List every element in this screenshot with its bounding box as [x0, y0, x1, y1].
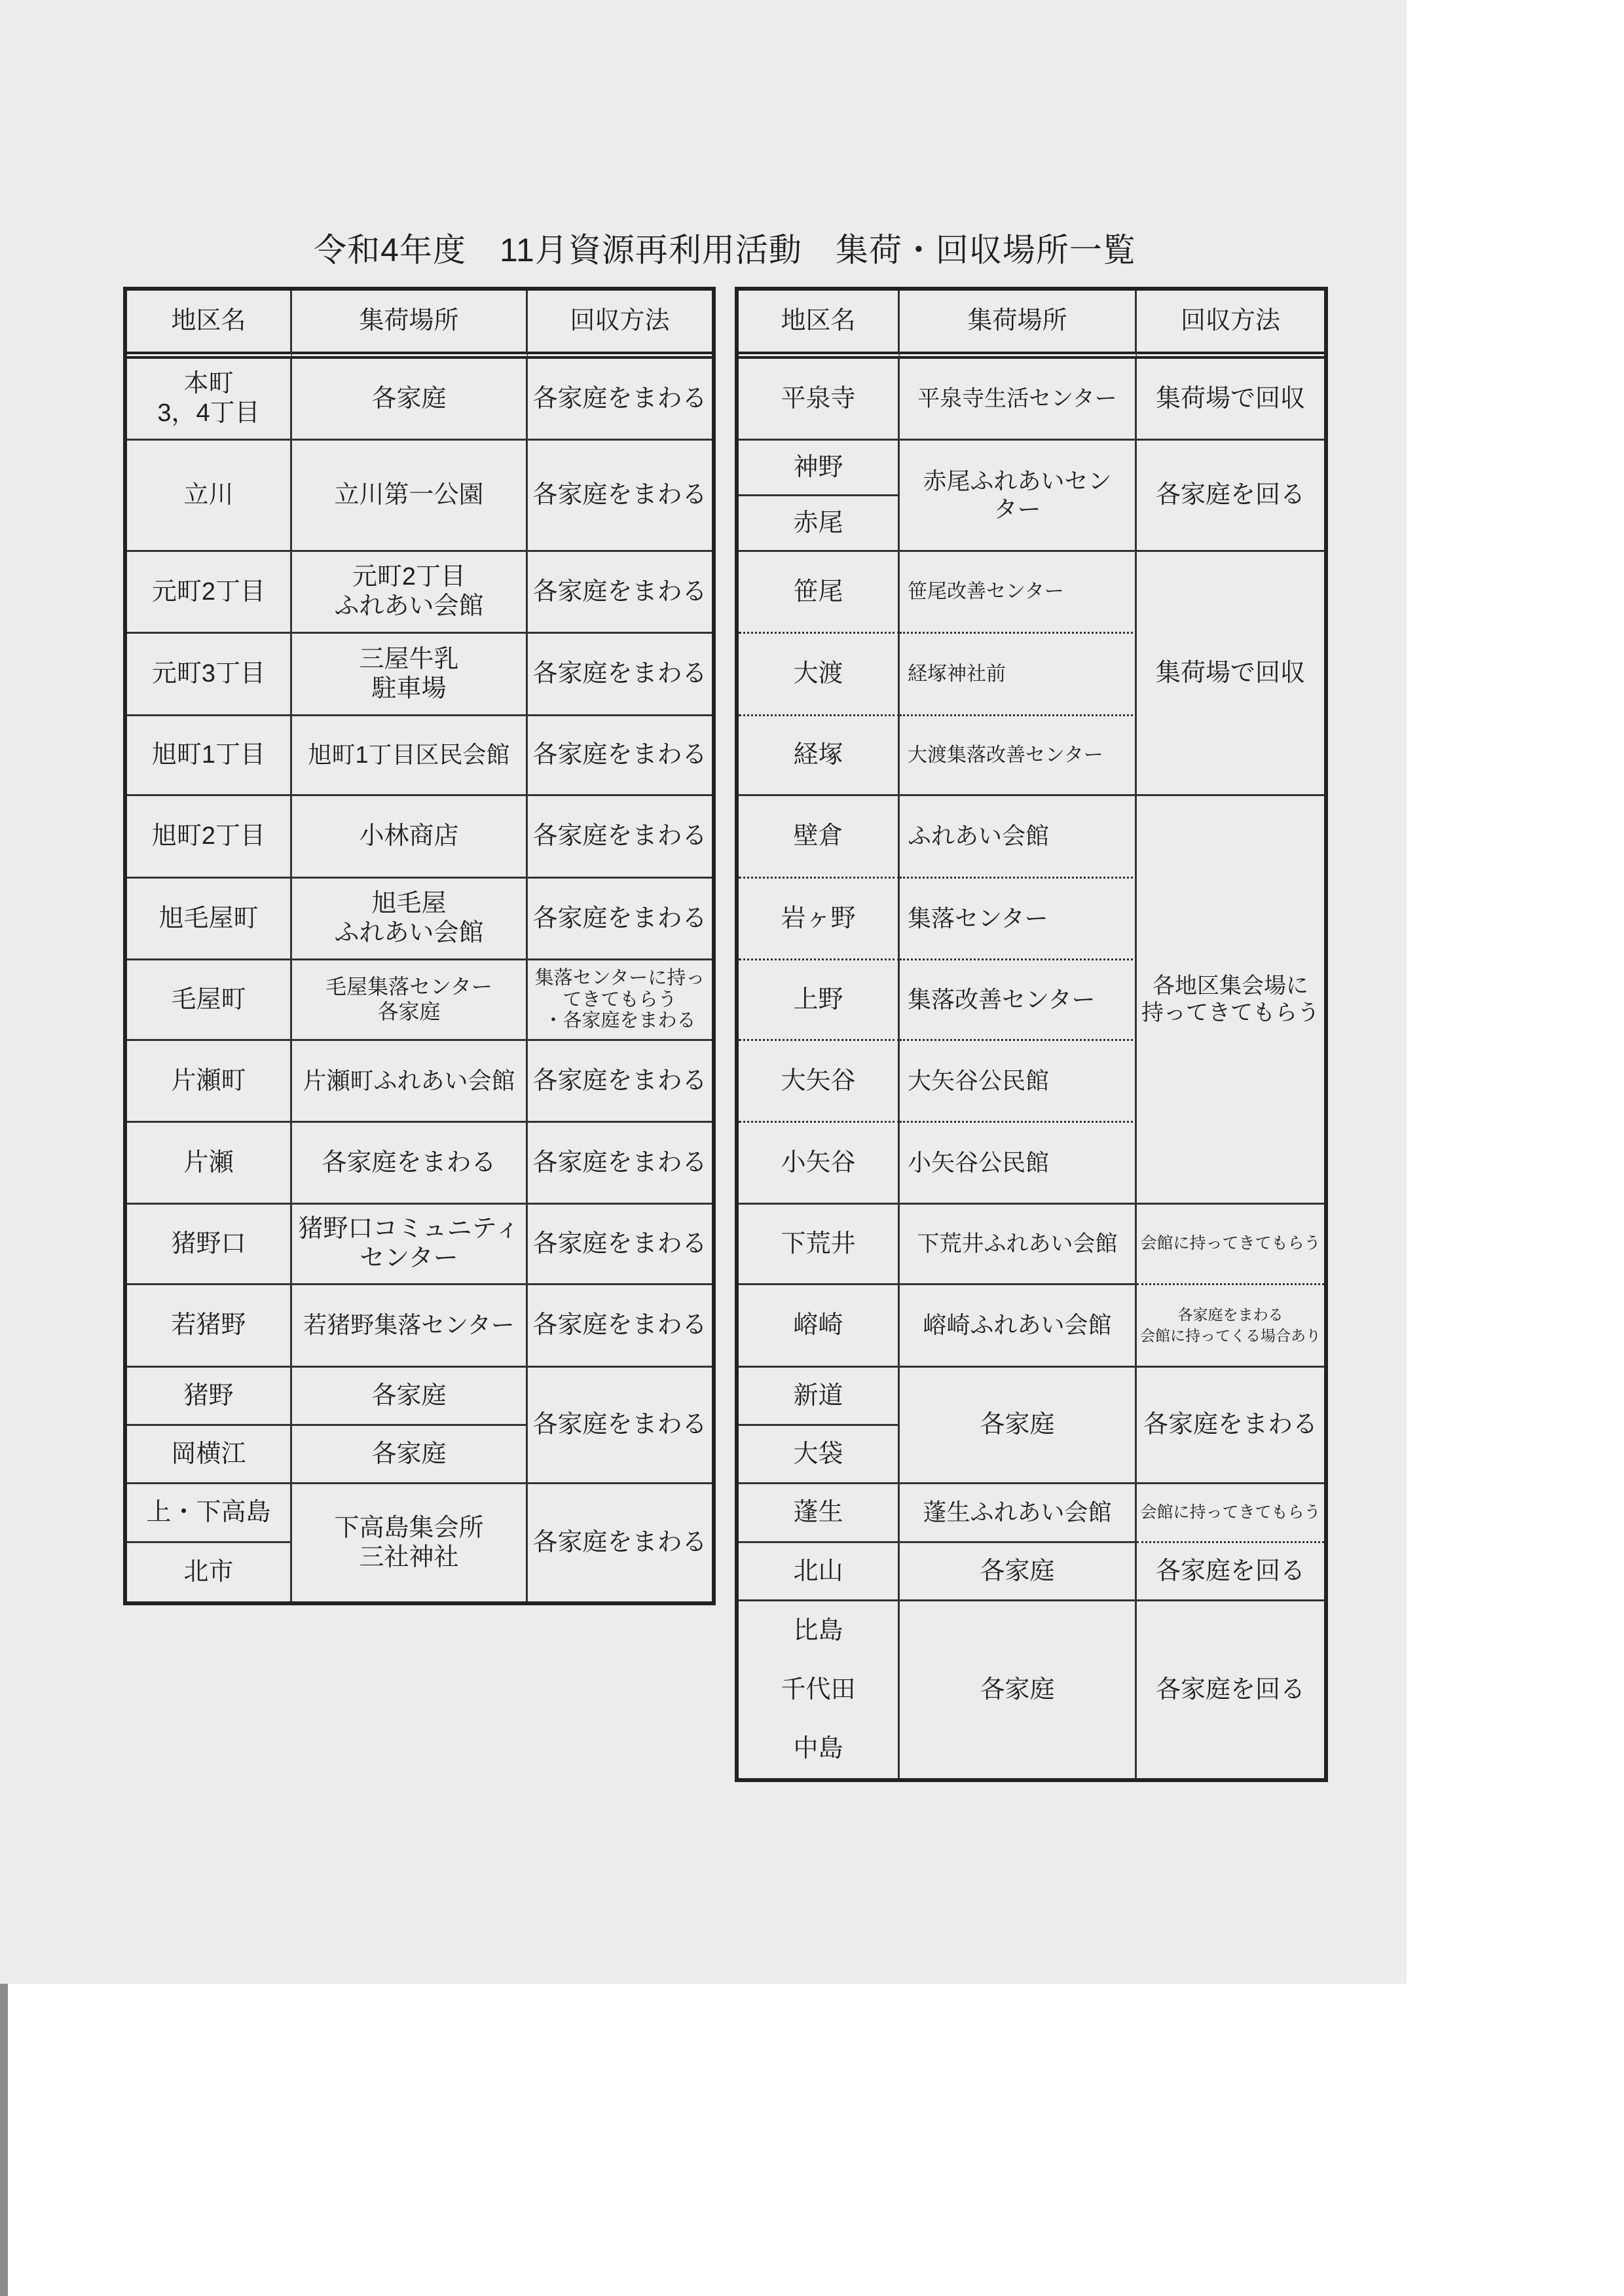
method-cell: 集荷場で回収	[1137, 359, 1324, 441]
place-cell: 旭毛屋 ふれあい会館	[292, 879, 528, 960]
method-cell: 各家庭をまわる	[532, 1529, 707, 1557]
place-cell: 経塚神社前	[900, 634, 1137, 716]
table-row	[127, 552, 712, 634]
district-cell: 片瀬	[127, 1123, 292, 1205]
method-cell: 各家庭をまわる	[1137, 1368, 1324, 1484]
method-cell: 各家庭をまわる	[528, 879, 712, 960]
table-header-row	[127, 291, 712, 359]
method-cell: 各家庭をまわる	[528, 552, 712, 634]
table-row	[739, 441, 1324, 496]
district-cell: 旭町2丁目	[127, 796, 292, 879]
district-cell: 片瀬町	[127, 1041, 292, 1123]
table-row	[739, 1543, 1324, 1601]
right-collection-table	[735, 287, 1328, 1782]
header-collection-place: 集荷場所	[900, 291, 1137, 359]
header-collection-method: 回収方法	[1137, 291, 1324, 359]
method-cell: 各家庭をまわる	[528, 634, 712, 716]
place-cell: 各家庭	[900, 1543, 1137, 1601]
place-cell: 元町2丁目 ふれあい会館	[292, 552, 528, 634]
district-cell: 笹尾	[739, 552, 900, 634]
district-cell: 北市	[127, 1543, 292, 1601]
method-cell: 各家庭をまわる	[528, 1285, 712, 1368]
district-cell: 千代田	[739, 1660, 900, 1719]
table-row	[127, 1484, 712, 1543]
method-cell: 各家庭をまわる	[528, 716, 712, 796]
place-cell: 各家庭をまわる	[292, 1123, 528, 1205]
district-cell: 平泉寺	[739, 359, 900, 441]
district-cell: 岡横江	[127, 1426, 292, 1484]
district-cell: 上・下高島	[127, 1484, 292, 1543]
place-cell: 集落センター	[900, 879, 1137, 960]
place-cell: 立川第一公園	[292, 441, 528, 552]
table-row	[739, 359, 1324, 441]
place-cell: 旭町1丁目区民会館	[292, 716, 528, 796]
place-cell: 下高島集会所 三社神社	[292, 1484, 528, 1601]
table-header-row	[739, 291, 1324, 359]
district-cell: 大袋	[739, 1426, 900, 1484]
method-cell: 各家庭をまわる	[528, 1123, 712, 1205]
place-cell: 片瀬町ふれあい会館	[292, 1041, 528, 1123]
district-cell: 大渡	[739, 634, 900, 716]
place-cell: 小矢谷公民館	[900, 1123, 1137, 1205]
table-row	[739, 796, 1324, 879]
district-cell: 元町3丁目	[127, 634, 292, 716]
district-cell: 下荒井	[739, 1205, 900, 1285]
header-district: 地区名	[739, 291, 900, 359]
place-cell: 大矢谷公民館	[900, 1041, 1137, 1123]
left-collection-table	[123, 287, 716, 1605]
table-row	[739, 1484, 1324, 1543]
table-row	[127, 1205, 712, 1285]
scanner-edge-strip	[0, 1984, 8, 2296]
table-row	[127, 1123, 712, 1205]
district-cell: 旭毛屋町	[127, 879, 292, 960]
district-cell: 本町 3，4丁目	[127, 359, 292, 441]
place-cell: 各家庭	[292, 1426, 528, 1484]
place-cell: 毛屋集落センター 各家庭	[292, 960, 528, 1041]
district-cell: 立川	[127, 441, 292, 552]
district-cell: 神野	[739, 441, 900, 496]
table-row	[739, 1285, 1324, 1368]
table-row	[127, 960, 712, 1041]
district-cell: 岩ヶ野	[739, 879, 900, 960]
header-collection-place: 集荷場所	[292, 291, 528, 359]
district-cell: 北山	[739, 1543, 900, 1601]
table-row	[127, 1285, 712, 1368]
method-cell: 各家庭を回る	[1155, 1675, 1305, 1704]
district-cell: 毛屋町	[127, 960, 292, 1041]
place-cell: 各家庭	[900, 1368, 1137, 1484]
method-cell: 各家庭をまわる	[528, 441, 712, 552]
place-cell: 各家庭	[900, 1601, 1137, 1778]
table-row	[127, 441, 712, 552]
table-row	[739, 552, 1324, 634]
method-cell: 各家庭をまわる	[528, 796, 712, 879]
place-cell: 各家庭	[292, 359, 528, 441]
table-row	[127, 1368, 712, 1426]
place-cell: 平泉寺生活センター	[900, 359, 1137, 441]
header-collection-method: 回収方法	[528, 291, 712, 359]
table-row	[739, 1205, 1324, 1285]
place-cell: 猪野口コミュニティ センター	[292, 1205, 528, 1285]
method-cell: 各地区集会場に 持ってきてもらう	[1137, 796, 1324, 1205]
place-cell: 三屋牛乳 駐車場	[292, 634, 528, 716]
district-cell: 中島	[739, 1719, 900, 1778]
method-cell: 集荷場で回収	[1137, 552, 1324, 796]
district-cell: 旭町1丁目	[127, 716, 292, 796]
district-cell: 元町2丁目	[127, 552, 292, 634]
table-row	[127, 634, 712, 716]
method-cell: 各家庭をまわる	[528, 1041, 712, 1123]
table-row	[127, 879, 712, 960]
place-cell: 若猪野集落センター	[292, 1285, 528, 1368]
method-cell: 各家庭をまわる	[528, 359, 712, 441]
place-cell: 集落改善センター	[900, 960, 1137, 1041]
place-cell: 赤尾ふれあいセン ター	[900, 441, 1137, 552]
district-cell: 蓬生	[739, 1484, 900, 1543]
place-cell: ふれあい会館	[900, 796, 1137, 879]
district-cell: 若猪野	[127, 1285, 292, 1368]
method-cell: 会館に持ってきてもらう	[1137, 1205, 1324, 1285]
method-cell: 各家庭をまわる 会館に持ってくる場合あり	[1137, 1285, 1324, 1368]
table-row	[739, 1601, 1324, 1660]
table-row	[127, 359, 712, 441]
method-cell: 集落センターに持っ てきてもらう ・各家庭をまわる	[528, 960, 712, 1041]
district-cell: 比島	[739, 1601, 900, 1660]
district-cell: 赤尾	[739, 496, 900, 552]
table-row	[739, 1368, 1324, 1426]
district-cell: 猪野口	[127, 1205, 292, 1285]
header-district: 地区名	[127, 291, 292, 359]
place-cell: 大渡集落改善センター	[900, 716, 1137, 796]
place-cell: 蓬生ふれあい会館	[900, 1484, 1137, 1543]
district-cell: 小矢谷	[739, 1123, 900, 1205]
place-cell: 嵱崎ふれあい会館	[900, 1285, 1137, 1368]
method-cell: 会館に持ってきてもらう	[1137, 1484, 1324, 1543]
method-cell: 各家庭をまわる	[528, 1205, 712, 1285]
district-cell: 経塚	[739, 716, 900, 796]
place-cell: 小林商店	[292, 796, 528, 879]
place-cell: 笹尾改善センター	[900, 552, 1137, 634]
place-cell: 下荒井ふれあい会館	[900, 1205, 1137, 1285]
table-row	[127, 796, 712, 879]
district-cell: 猪野	[127, 1368, 292, 1426]
method-cell: 各家庭を回る	[1137, 1543, 1324, 1601]
table-row	[127, 716, 712, 796]
district-cell: 壁倉	[739, 796, 900, 879]
district-cell: 大矢谷	[739, 1041, 900, 1123]
district-cell: 新道	[739, 1368, 900, 1426]
method-cell: 各家庭をまわる	[528, 1368, 712, 1484]
method-cell: 各家庭を回る	[1137, 441, 1324, 552]
table-row	[127, 1041, 712, 1123]
page-title: 令和4年度 11月資源再利用活動 集荷・回収場所一覧	[314, 232, 1136, 268]
district-cell: 嵱崎	[739, 1285, 900, 1368]
district-cell: 上野	[739, 960, 900, 1041]
place-cell: 各家庭	[292, 1368, 528, 1426]
